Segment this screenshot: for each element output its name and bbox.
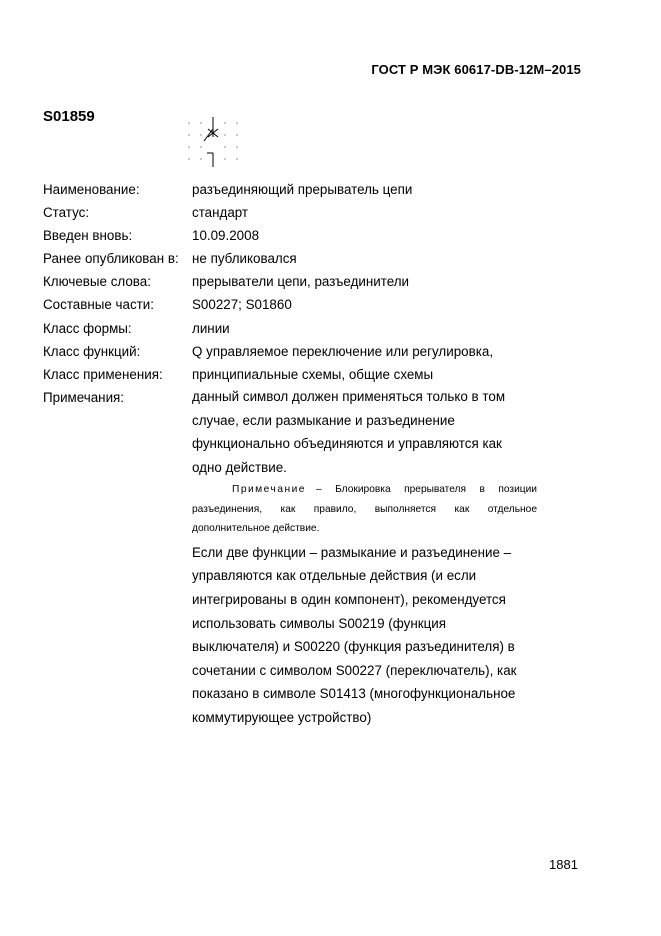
notes-line: использовать символы S00219 (функция [192, 615, 446, 631]
field-value: Q управляемое переключение или регулировка, [192, 343, 494, 359]
notes-line: функционально объединяются и управляются как [192, 436, 502, 452]
remark-prefix: Примечание [232, 484, 306, 496]
notes-line: показано в символе S01413 (многофункциональное [192, 686, 516, 702]
field-label: Ранее опубликован в: [43, 251, 179, 267]
field-label: Ключевые слова: [43, 274, 151, 290]
notes-line: случае, если размыкание и разъединение [192, 412, 455, 428]
field-value: не публиковался [192, 251, 297, 267]
remark-text: – Блокировка прерывателя в позиции разъединения, как правило, выполняется как отдельное дополнительное действие. [192, 484, 537, 535]
notes-text [192, 385, 537, 730]
notes-line: одно действие. [192, 459, 287, 475]
field-value: принципиальные схемы, общие схемы [192, 366, 434, 382]
field-row [43, 363, 543, 386]
field-label: Класс формы: [43, 320, 132, 336]
notes-line: данный символ должен применяться только в том [192, 389, 506, 404]
field-label: Статус: [43, 205, 90, 221]
field-row [43, 201, 543, 224]
field-value: 10.09.2008 [192, 228, 260, 244]
field-value: стандарт [192, 205, 249, 221]
remark-note [192, 480, 537, 539]
page-number: 1881 [549, 857, 578, 872]
symbol-id: S01859 [43, 108, 95, 125]
field-label: Введен вновь: [43, 228, 133, 244]
field-value: прерыватели цепи, разъединители [192, 274, 410, 290]
notes-line: выключателя) и S00220 (функция разъединителя) в [192, 639, 515, 655]
field-list [43, 178, 543, 409]
field-value: разъединяющий прерыватель цепи [192, 182, 413, 197]
document-header: ГОСТ Р МЭК 60617-DB-12M–2015 [371, 62, 581, 77]
field-value: S00227; S01860 [192, 297, 292, 313]
field-value: линии [192, 320, 230, 336]
field-row [43, 247, 543, 270]
notes-line: Если две функции – размыкание и разъединение – [192, 544, 512, 560]
field-row [43, 293, 543, 316]
field-row [43, 224, 543, 247]
field-row [43, 340, 543, 363]
field-label: Класс применения: [43, 366, 163, 382]
field-label: Наименование: [43, 182, 140, 197]
notes-line: коммутирующее устройство) [192, 710, 372, 726]
field-label: Составные части: [43, 297, 154, 313]
field-row [43, 270, 543, 293]
disconnector-circuit-breaker-icon [183, 117, 243, 169]
field-row [43, 178, 543, 201]
field-row [43, 317, 543, 340]
notes-line: сочетании с символом S00227 (переключатель), как [192, 662, 517, 678]
field-label: Примечания: [43, 389, 125, 405]
field-label: Класс функций: [43, 343, 141, 359]
notes-line: управляются как отдельные действия (и если [192, 568, 477, 584]
notes-line: интегрированы в один компонент), рекомендуется [192, 592, 506, 608]
